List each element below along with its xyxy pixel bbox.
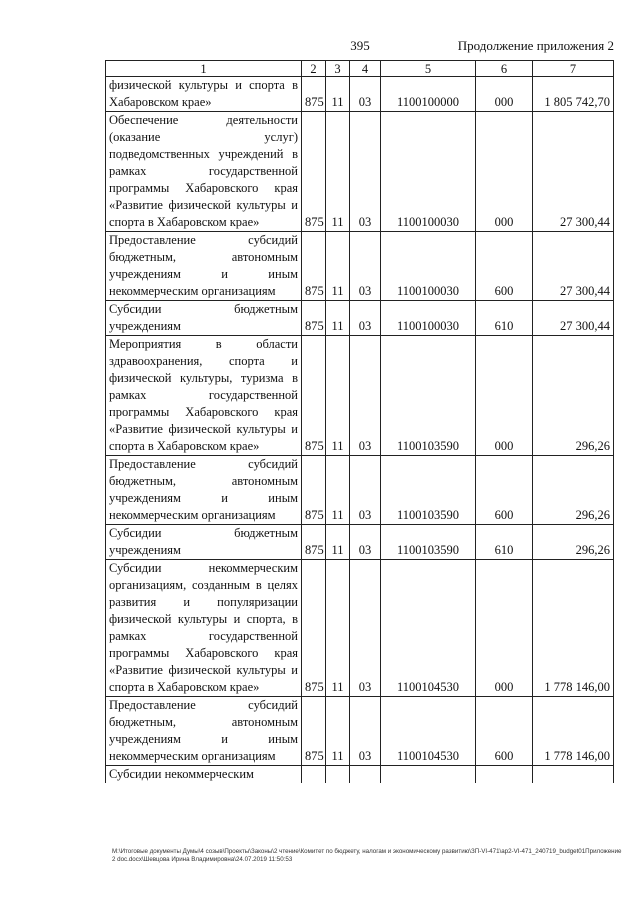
amount [533,766,614,784]
column-header: 6 [476,61,533,77]
column-header: 3 [326,61,350,77]
target-article-code [381,766,476,784]
ministry-code: 875 [302,525,326,560]
column-header: 1 [106,61,302,77]
expense-name: физической культуры и спорта в Хабаровском крае» [106,77,302,112]
expense-type-code: 600 [476,697,533,766]
subsection-code [350,766,381,784]
expense-type-code: 000 [476,560,533,697]
ministry-code: 875 [302,112,326,232]
expense-type-code: 600 [476,232,533,301]
section-code: 11 [326,697,350,766]
amount: 296,26 [533,525,614,560]
expense-type-code: 000 [476,336,533,456]
section-code: 11 [326,77,350,112]
document-footer-path: М:\Итоговые документы Думы\4 созыв\Проекты\Законы\2 чтение\Комитет по бюджету, налогам и экономическому развитию\ЗП-VI-471\ар2-VI-471_240719_budget01Приложение 2 doc.docx\Шевцова Ирина Владимировна\24.07.2019 11:50:53 [112,848,622,863]
expense-type-code: 610 [476,525,533,560]
subsection-code: 03 [350,525,381,560]
expense-name: Субсидии бюджетным учреждениям [106,301,302,336]
expense-name: Обеспечение деятельности (оказание услуг) подведомственных учреждений в рамках государственной программы Хабаровского края «Развитие физической культуры и спорта в Хабаровском крае» [106,112,302,232]
amount: 1 805 742,70 [533,77,614,112]
amount: 296,26 [533,336,614,456]
table-row [106,697,614,766]
expense-name: Мероприятия в области здравоохранения, спорта и физической культуры, туризма в рамках государственной программы Хабаровского края «Развитие физической культуры и спорта в Хабаровском крае» [106,336,302,456]
amount: 27 300,44 [533,232,614,301]
subsection-code: 03 [350,77,381,112]
table-row [106,112,614,232]
column-header: 5 [381,61,476,77]
amount: 296,26 [533,456,614,525]
ministry-code: 875 [302,560,326,697]
column-number-row [106,61,614,77]
column-header: 7 [533,61,614,77]
section-code: 11 [326,525,350,560]
target-article-code: 1100100030 [381,232,476,301]
table-row [106,766,614,784]
table-row [106,77,614,112]
expense-type-code: 610 [476,301,533,336]
table-row [106,301,614,336]
continuation-label: Продолжение приложения 2 [457,38,614,53]
section-code [326,766,350,784]
expense-name: Субсидии некоммерческим организациям, созданным в целях развития и популяризации физической культуры и спорта, в рамках государственной программы Хабаровского края «Развитие физической культуры и спорта в Хабаровском крае» [106,560,302,697]
subsection-code: 03 [350,112,381,232]
amount: 1 778 146,00 [533,560,614,697]
ministry-code: 875 [302,232,326,301]
column-header: 4 [350,61,381,77]
column-header: 2 [302,61,326,77]
page-number: 395 [350,38,370,53]
subsection-code: 03 [350,456,381,525]
ministry-code: 875 [302,77,326,112]
ministry-code: 875 [302,697,326,766]
budget-table [105,60,614,783]
ministry-code: 875 [302,456,326,525]
ministry-code [302,766,326,784]
subsection-code: 03 [350,301,381,336]
subsection-code: 03 [350,336,381,456]
table-row [106,560,614,697]
section-code: 11 [326,560,350,697]
table-row [106,232,614,301]
table-row [106,336,614,456]
section-code: 11 [326,301,350,336]
subsection-code: 03 [350,697,381,766]
subsection-code: 03 [350,232,381,301]
ministry-code: 875 [302,336,326,456]
table-row [106,525,614,560]
target-article-code: 1100100030 [381,112,476,232]
amount: 1 778 146,00 [533,697,614,766]
ministry-code: 875 [302,301,326,336]
section-code: 11 [326,232,350,301]
target-article-code: 1100100030 [381,301,476,336]
section-code: 11 [326,336,350,456]
expense-name: Предоставление субсидий бюджетным, автономным учреждениям и иным некоммерческим организациям [106,232,302,301]
subsection-code: 03 [350,560,381,697]
expense-type-code: 600 [476,456,533,525]
target-article-code: 1100104530 [381,560,476,697]
expense-name: Предоставление субсидий бюджетным, автономным учреждениям и иным некоммерческим организациям [106,697,302,766]
target-article-code: 1100104530 [381,697,476,766]
target-article-code: 1100103590 [381,336,476,456]
target-article-code: 1100103590 [381,525,476,560]
amount: 27 300,44 [533,301,614,336]
target-article-code: 1100103590 [381,456,476,525]
expense-name: Субсидии некоммерческим [106,766,302,784]
expense-name: Предоставление субсидий бюджетным, автономным учреждениям и иным некоммерческим организациям [106,456,302,525]
target-article-code: 1100100000 [381,77,476,112]
amount: 27 300,44 [533,112,614,232]
expense-type-code: 000 [476,77,533,112]
section-code: 11 [326,112,350,232]
expense-type-code [476,766,533,784]
expense-type-code: 000 [476,112,533,232]
table-row [106,456,614,525]
section-code: 11 [326,456,350,525]
expense-name: Субсидии бюджетным учреждениям [106,525,302,560]
